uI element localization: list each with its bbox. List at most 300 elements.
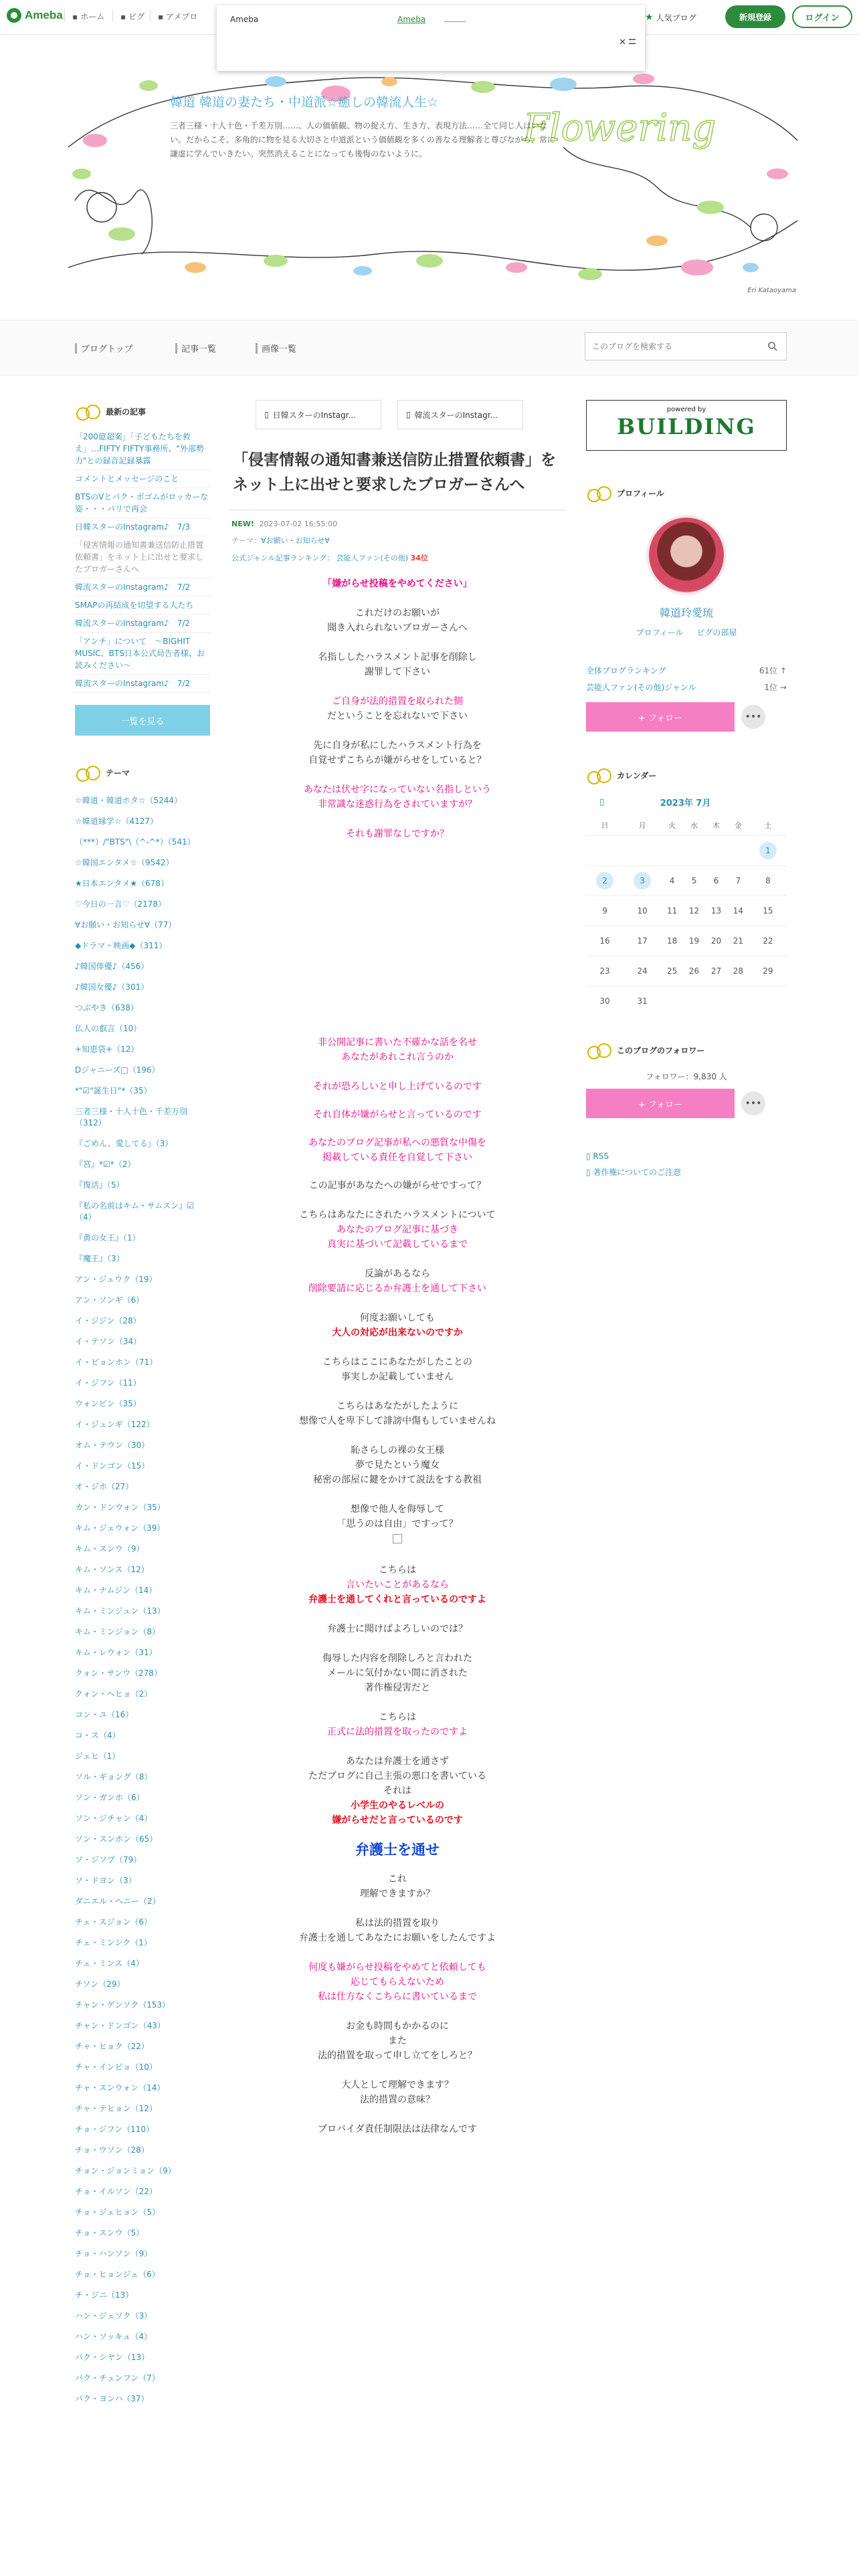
blog-search (585, 332, 787, 360)
theme-link[interactable]: ★日本エンタメ★（678） (75, 879, 169, 888)
article-line: それは (383, 1786, 411, 1796)
calendar-day (683, 926, 705, 956)
article-line: 嫌がらせだと言っているのです (332, 1815, 463, 1826)
calendar-day (624, 895, 661, 926)
ameba-logo-icon (7, 8, 21, 23)
theme-link[interactable]: イ・ドンゴン（15） (75, 1461, 150, 1471)
calendar-day-number: 18 (666, 936, 678, 946)
recent-article-link[interactable]: BTSのVとパク・ボゴムがロッカーな姿・・・パリで再会 (75, 488, 210, 518)
article-line: 弁護士を通せ (355, 1842, 440, 1858)
calendar-day (727, 895, 749, 926)
ameba-logo[interactable] (7, 8, 63, 23)
ad-building[interactable]: powered by BUILDING (586, 400, 787, 451)
article-line: メールに気付かない間に消された (327, 1668, 468, 1679)
recent-article-link[interactable]: 韓流スターのInstagram♪ 7/2 (75, 578, 210, 597)
theme-link[interactable]: ウォンビン（35） (75, 1399, 141, 1408)
theme-link[interactable]: チェ・スジョン（6） (75, 1917, 153, 1927)
article-line: 著作権侵害だと (365, 1683, 430, 1693)
theme-link[interactable]: ソ・ドヨン（3） (75, 1876, 136, 1885)
theme-link[interactable]: コ・ス（4） (75, 1731, 120, 1740)
theme-link[interactable]: 『黄の女王』（1） (75, 1233, 140, 1243)
theme-link[interactable]: チョン・ジョンミョン（9） (75, 2166, 176, 2175)
theme-link[interactable]: チョ・ジェヒョン（5） (75, 2208, 161, 2217)
nav-ameblo[interactable]: ▪ アメブロ (158, 11, 197, 22)
article-line: 事実しか記載していません (341, 1372, 454, 1382)
article-line: 謝罪して下さい (365, 667, 430, 677)
article-line: 想像で人を卑下して誹謗中傷もしていませんね (299, 1416, 496, 1426)
article-theme-link[interactable]: ∀お願い・お知らせ∀ (261, 536, 330, 545)
recent-article-link[interactable]: 韓流スターのInstagram♪ 7/2 (75, 615, 210, 633)
banner-signature: Eri Kataoyama (747, 287, 796, 294)
calendar-nav (599, 796, 773, 809)
article-paragraph (229, 1267, 566, 1296)
recent-heading: 最新の記事 (75, 401, 210, 421)
recent-article-link[interactable]: 日韓スターのInstagram♪ 7/3 (75, 518, 210, 536)
calendar-day (749, 956, 787, 986)
recent-article-link[interactable]: コメントとメッセージのこと (75, 470, 210, 488)
calendar-day-number: 20 (710, 936, 722, 946)
theme-link[interactable]: +知恵袋+（12） (75, 1045, 139, 1054)
article-line: 反論があるなら (365, 1269, 430, 1279)
ad-close-icon[interactable]: ✕ (619, 37, 626, 47)
calendar-day (705, 956, 727, 986)
calendar-day (586, 895, 624, 926)
article-paragraph (229, 1622, 566, 1636)
theme-link[interactable]: イ・ビョンホン（71） (75, 1358, 158, 1367)
article-paragraph (229, 1842, 566, 1857)
more-options-button-2[interactable]: ••• (741, 1091, 765, 1115)
theme-link[interactable]: アン・ソンギ（6） (75, 1295, 145, 1305)
theme-link[interactable]: ソン・スンホン（65） (75, 1834, 158, 1844)
theme-link[interactable]: チョ・スンウ（5） (75, 2228, 145, 2238)
weekday-label: 月 (638, 821, 646, 830)
article-paragraph (229, 2019, 566, 2063)
calendar-day-number: 15 (763, 905, 773, 916)
article-line: ご自身が法的措置を取られた側 (332, 696, 463, 707)
article-line: 非常識な迷惑行為をされていますが？ (318, 799, 477, 810)
calendar-day-number: 26 (688, 966, 700, 976)
calendar-day (749, 986, 787, 1016)
theme-link[interactable]: コン・ユ（16） (75, 1710, 134, 1719)
weekday-label: 火 (668, 821, 676, 830)
theme-link[interactable]: キム・スンウ（9） (75, 1544, 145, 1553)
calendar-day-number: 30 (599, 996, 610, 1006)
calendar-day-number[interactable]: 1 (759, 842, 777, 859)
theme-link[interactable]: キム・レウォン（31） (75, 1648, 157, 1657)
calendar-month: 2023年 7月 (660, 798, 711, 809)
calendar-day-number[interactable]: 3 (634, 872, 651, 889)
calendar-day-number: 6 (713, 875, 719, 885)
article-line: それが恐ろしいと申し上げているのです (313, 1081, 482, 1092)
calendar-day (661, 926, 683, 956)
calendar-day[interactable] (749, 835, 787, 865)
theme-link[interactable]: 『ごめん、愛してる』（3） (75, 1139, 173, 1148)
article-line: あなたは弁護士を通さず (346, 1756, 449, 1767)
theme-link[interactable]: Dジャニーズ□（196） (75, 1065, 160, 1075)
blog-title[interactable]: 韓道 韓道の妻たち・中道派☆癒しの韓流人生☆ (170, 95, 439, 110)
calendar-day[interactable] (624, 865, 661, 895)
article-line: 先に自身が私にしたハラスメント行為を (313, 740, 482, 751)
theme-link[interactable]: イ・ジフン（11） (75, 1378, 141, 1388)
article-line: 弁護士を通してくれと言っているのですよ (308, 1594, 486, 1605)
blog-top-icon (75, 343, 77, 354)
calendar-day (624, 835, 661, 865)
blog-subnav (0, 320, 859, 376)
article-ranking[interactable]: 公式ジャンル記事ランキング： 芸能人ファン(その他) 34位 (231, 554, 428, 562)
nav-home[interactable]: ▪ ホーム (72, 11, 104, 22)
theme-link[interactable]: パク・チュンフン（7） (75, 2373, 160, 2383)
calendar-day-number: 10 (637, 905, 648, 916)
theme-link[interactable]: 『魔王』（3） (75, 1254, 124, 1263)
theme-link[interactable]: チソン（29） (75, 1979, 125, 1989)
calendar-day-number: 11 (666, 905, 678, 916)
article-line: 正式に法的措置を取ったのですよ (327, 1727, 468, 1737)
theme-link[interactable]: 『私の名前はキム・サムスン』☑（4） (75, 1201, 195, 1222)
theme-link[interactable]: 仏人の叡言（10） (75, 1024, 142, 1033)
recent-articles-list (75, 428, 210, 693)
article-line: こちらはあなたがしたように (337, 1401, 458, 1412)
calendar-day-number: 17 (637, 936, 648, 946)
weekday-label: 日 (601, 821, 609, 830)
calendar-day (705, 926, 727, 956)
article-paragraph (229, 1916, 566, 1945)
article-theme: テーマ：∀お願い・お知らせ∀ (231, 536, 330, 545)
calendar-day (683, 865, 705, 895)
article-line: 「思うのは自由」ですって？ (337, 1519, 458, 1529)
article-paragraph (229, 1079, 566, 1094)
article-paragraph (229, 694, 566, 724)
ad-brand-left: Ameba (230, 15, 259, 24)
theme-link[interactable]: ☆韓道縁学☆（4127） (75, 817, 159, 826)
theme-link[interactable]: パク・ヨンハ（37） (75, 2394, 149, 2403)
theme-link[interactable]: ソ・ジソプ（79） (75, 1855, 142, 1864)
article-line: 大人として理解できます？ (341, 2080, 454, 2090)
theme-link[interactable]: キム・ジェウォン（39） (75, 1523, 165, 1533)
register-button[interactable]: 新規登録 (725, 5, 785, 28)
calendar-day (683, 895, 705, 926)
calendar-prev-icon[interactable]: ▯ (599, 797, 605, 807)
recent-article-link[interactable]: 「アンチ」について 〜BIGHIT MUSIC、BTS日本公式局告者様、お読みください〜 (75, 633, 210, 675)
theme-link[interactable]: チャン・ドンゴン（43） (75, 2021, 165, 2030)
profile-link[interactable]: プロフィール (636, 628, 684, 637)
article-paragraph (229, 650, 566, 679)
article-line: あなたがあれこれ言うのか (341, 1052, 454, 1063)
calendar-day-number: 14 (733, 905, 744, 916)
calendar-day (661, 835, 683, 865)
rank-all-row[interactable]: 全体ブログランキング 61位 ↑ (586, 666, 787, 675)
calendar-day-number: 29 (763, 966, 773, 976)
theme-link[interactable]: イ・テソン（34） (75, 1337, 142, 1346)
article-line: あなたのブログ記事に基づき (337, 1224, 458, 1235)
flowering-lettering: Flowering (523, 106, 717, 150)
calendar-day-number: 28 (733, 966, 744, 976)
theme-link[interactable]: カン・ドンウォン（35） (75, 1503, 165, 1512)
theme-link[interactable]: キム・ミンジュン（13） (75, 1606, 165, 1616)
ad-menu-icon[interactable] (629, 39, 636, 44)
copyright-link[interactable]: ▯ 著作権についてのご注意 (586, 1168, 682, 1177)
theme-list (75, 790, 210, 2409)
article-line: 真実に基づいて記載しているまで (327, 1239, 468, 1250)
article-paragraph (229, 827, 566, 841)
theme-link[interactable]: チョ・イルソン（22） (75, 2187, 157, 2196)
calendar-day (661, 986, 683, 1016)
article-line: 想像で他人を侮辱して (351, 1504, 444, 1515)
theme-link[interactable]: パク・シヤン（13） (75, 2353, 150, 2362)
theme-link[interactable]: チャ・テヒョン（12） (75, 2104, 157, 2113)
calendar-day (683, 986, 705, 1016)
left-sidebar (75, 401, 210, 2409)
bubble-icon (75, 403, 102, 419)
theme-link[interactable]: ハン・ジェソク（3） (75, 2311, 153, 2321)
article-paragraph (229, 1754, 566, 1828)
article-paragraph (229, 1107, 566, 1122)
calendar-day-number: 31 (637, 996, 648, 1006)
theme-link[interactable]: キム・ミンジョン（8） (75, 1627, 160, 1636)
nav-image-list[interactable]: 画像一覧 (256, 342, 296, 354)
theme-link[interactable]: ダニエル・ヘニー（2） (75, 1897, 161, 1906)
article-date: 2023-07-02 16:55:00 (259, 520, 338, 528)
theme-link[interactable]: ソル・ギョング（8） (75, 1772, 153, 1782)
blog-description: 三者三様・十人十色・千差万別……、人の価値観、物の捉え方、生き方、表現方法……全て同じ人はいない。だからこそ、多角的に物を見る大切さと中道派という価値観を多くの善なる理解者と尊びながら、常に謙虚に学んでいきたい。突然消えることになっても後悔のないように。 (170, 121, 555, 158)
theme-link[interactable]: イ・ジジン（28） (75, 1316, 141, 1325)
calendar-day-number: 25 (666, 966, 678, 976)
profile-heading: プロフィール (586, 483, 787, 503)
calendar-day (749, 926, 787, 956)
article-paragraph (229, 1355, 566, 1384)
article-paragraph (229, 1035, 566, 1065)
article-line: 法的措置の意味？ (360, 2095, 435, 2105)
theme-link[interactable]: チ・ジニ（13） (75, 2290, 134, 2300)
follow-row-2 (586, 1089, 787, 1118)
calendar-day-number[interactable]: 2 (596, 872, 613, 889)
right-sidebar (586, 400, 787, 1178)
avatar[interactable] (646, 515, 727, 595)
article-line: 理解できますか？ (360, 1889, 435, 1899)
weekday-label: 水 (690, 821, 698, 830)
calendar-day (705, 986, 727, 1016)
ad-overlay[interactable] (217, 5, 645, 71)
pigg-room-link[interactable]: ピグの部屋 (696, 628, 737, 637)
ameba-logo-text: Ameba (25, 9, 63, 21)
theme-link[interactable]: 『復活』（5） (75, 1180, 124, 1190)
article-list-icon (175, 343, 177, 354)
popular-blogs-link[interactable]: ★ 人気ブログ (645, 12, 696, 23)
weekday-label: 土 (764, 821, 772, 830)
theme-link[interactable]: チャ・スンウォン（14） (75, 2083, 165, 2092)
article-line: あなたは伏せ字になっていない名指しという (304, 784, 491, 795)
more-articles-button[interactable]: 一覧を見る (75, 705, 210, 736)
pigg-icon: ▪ (120, 11, 126, 21)
doc-icon: ▯ (264, 410, 269, 419)
theme-link[interactable]: チョ・ウソン（28） (75, 2145, 149, 2155)
theme-link[interactable]: チョ・ジフン（110） (75, 2125, 155, 2134)
theme-link[interactable]: チャン・ゲンソク（153） (75, 2000, 171, 2010)
ad-brand-right[interactable]: Ameba (397, 15, 426, 24)
theme-link[interactable]: アン・ジェウク（19） (75, 1275, 157, 1284)
article-meta (229, 520, 566, 528)
article-line: 小学生のやるレベルの (351, 1800, 444, 1811)
theme-link[interactable]: つぶやき（638） (75, 1003, 138, 1012)
article-line: 夢で見たという魔女 (355, 1460, 440, 1471)
article-line: それも謝罪なしですか？ (346, 829, 449, 839)
article-line: あなたのブログ記事が私への悪質な中傷を (308, 1138, 486, 1148)
theme-link[interactable]: チョ・ハンソン（9） (75, 2249, 153, 2258)
theme-link[interactable]: クォン・サンウ（278） (75, 1669, 162, 1678)
calendar-day-number: 5 (691, 875, 697, 885)
theme-link[interactable]: 『宮』*☑*（2） (75, 1160, 136, 1169)
article-paragraph (229, 1872, 566, 1901)
follower-count: フォロワー：9,830 人 (646, 1072, 727, 1081)
doc-icon: ▯ (406, 410, 411, 419)
theme-link[interactable]: キム・ソンス（12） (75, 1565, 149, 1574)
login-button[interactable]: ログイン (792, 5, 852, 28)
main-article (229, 400, 566, 2151)
theme-link[interactable]: チャ・ヒョク（22） (75, 2042, 149, 2051)
follow-button[interactable]: + フォロー (586, 702, 735, 732)
theme-link[interactable]: オ・ジホ（27） (75, 1482, 134, 1491)
bubble-icon (586, 485, 613, 501)
calendar-day (661, 865, 683, 895)
article-line: また (388, 2036, 407, 2046)
calendar-day (705, 835, 727, 865)
ranking-box (586, 665, 787, 693)
article-line: 削除要請に応じるか弁護士を通して下さい (308, 1283, 486, 1294)
article-line: プロバイダ責任制限法は法律なんです (318, 2124, 477, 2135)
prev-article-link[interactable]: ▯ 日韓スターのInstagr... (256, 400, 381, 429)
nav-blog-top[interactable]: ブログトップ (75, 342, 133, 354)
article-paragraph (229, 1443, 566, 1487)
article-paragraph (229, 606, 566, 635)
article-paragraph (229, 1502, 566, 1548)
article-line: こちらは (379, 1712, 416, 1723)
theme-link[interactable]: ♪韓国俳優♪（456） (75, 962, 149, 971)
theme-link[interactable]: イ・ジュンギ（122） (75, 1420, 155, 1429)
calendar-day (727, 835, 749, 865)
article-paragraph (229, 1651, 566, 1695)
calendar-day (661, 895, 683, 926)
article-line: 応じてもらえないため (351, 1977, 444, 1988)
article-line: 大人の対応が出来ないのですか (332, 1327, 463, 1338)
article-paragraph (229, 576, 566, 591)
calendar-day (727, 865, 749, 895)
calendar-day (586, 956, 624, 986)
theme-link[interactable]: ジェヒ（1） (75, 1751, 120, 1761)
calendar-heading: カレンダー (586, 765, 787, 785)
article-line: 何度も嫌がらせ投稿をやめてと依頼しても (308, 1962, 486, 1973)
calendar-day (705, 895, 727, 926)
blog-header-banner[interactable] (55, 67, 809, 308)
calendar-day (727, 926, 749, 956)
article-line: この記事があなたへの嫌がらせですって？ (308, 1180, 486, 1191)
more-options-button[interactable]: ••• (741, 705, 765, 729)
recent-article-link[interactable]: 韓流スターのInstagram♪ 7/2 (75, 675, 210, 693)
theme-link[interactable]: *"☑"誕生日"*（35） (75, 1086, 152, 1095)
article-paragraph (229, 1960, 566, 2004)
article-paragraph (229, 1399, 566, 1428)
theme-link[interactable]: ソン・ガンホ（6） (75, 1793, 145, 1802)
calendar-day-number: 7 (735, 875, 741, 885)
article-paragraph (229, 1710, 566, 1739)
theme-link[interactable]: ソン・ジチャン（4） (75, 1814, 153, 1823)
rss-icon: ▯ (586, 1152, 593, 1161)
theme-link[interactable]: 三者三様・十人十色・千差万別（312） (75, 1107, 188, 1128)
calendar-day (749, 865, 787, 895)
calendar-day (586, 926, 624, 956)
theme-link[interactable]: ◆ドラマ・映画◆（311） (75, 941, 167, 950)
weekday-label: 金 (734, 821, 742, 830)
theme-link[interactable]: ハン・ソッキュ（4） (75, 2332, 153, 2341)
bubble-icon (75, 764, 102, 780)
article-line: 法的措置を取って申し立てをしろと？ (318, 2050, 477, 2061)
article-line: こちらは (379, 1565, 416, 1576)
calendar-day-number: 23 (599, 966, 610, 976)
theme-link[interactable]: ♡今日の一言♡（2178） (75, 899, 167, 909)
calendar-day (624, 986, 661, 1016)
article-paragraph (229, 738, 566, 768)
rank-genre-row[interactable]: 芸能人ファン(その他)ジャンル 1位 → (586, 683, 787, 692)
article-line: 弁護士を通してあなたにお願いをしたんですよ (299, 1933, 496, 1943)
profile-name[interactable]: 韓道玲愛琉 (659, 607, 713, 619)
calendar-day[interactable] (586, 865, 624, 895)
article-line: 非公開記事に書いた不確かな話を名せ (318, 1037, 477, 1048)
next-article-link[interactable]: ▯ 韓流スターのInstagr... (397, 400, 523, 429)
new-badge: NEW! (231, 520, 254, 528)
broken-image-icon (393, 1534, 402, 1543)
theme-link[interactable]: （***）/"BTS"\（^-^*）（541） (75, 837, 195, 847)
blog-search-input[interactable] (592, 340, 753, 353)
theme-link[interactable]: ∀お願い・お知らせ∀（77） (75, 920, 177, 930)
calendar-day-number: 21 (733, 936, 744, 946)
article-line: これ (388, 1874, 407, 1885)
theme-link[interactable]: クォン・ヘヒョ（2） (75, 1689, 153, 1699)
theme-link[interactable]: ♪韓国女優♪（301） (75, 982, 149, 992)
calendar-day-number: 4 (669, 875, 675, 885)
profile-links (586, 627, 787, 638)
theme-link[interactable]: チョ・ヒョンジェ（6） (75, 2270, 160, 2279)
doc-icon: ▯ (586, 1168, 593, 1177)
calendar-day (727, 956, 749, 986)
image-list-icon (256, 343, 258, 354)
article-paragraph (229, 2122, 566, 2137)
recent-article-link[interactable]: 「侵害情報の通知書兼送信防止措置依頼書」をネット上に出せと要求したブロガーさんへ (75, 536, 210, 578)
article-line: これだけのお願いが (355, 608, 440, 619)
recent-article-link[interactable]: 「200億超案」「子どもたちを救え」…FIFTY FIFTY事務所、"外部勢力"との録音記録暴露 (75, 428, 210, 470)
search-icon[interactable] (759, 333, 786, 360)
calendar-day (661, 956, 683, 986)
theme-link[interactable]: キム・ナムジン（14） (75, 1586, 157, 1595)
calendar-day (749, 895, 787, 926)
theme-link[interactable]: チェ・ミンシク（1） (75, 1938, 152, 1947)
calendar-day (727, 986, 749, 1016)
rss-link[interactable]: ▯ RSS (586, 1152, 609, 1161)
calendar-day (624, 956, 661, 986)
article-title: 「侵害情報の通知書兼送信防止措置依頼書」をネット上に出せと要求したブロガーさんへ (229, 448, 566, 510)
theme-link[interactable]: チェ・ミンス（4） (75, 1959, 144, 1968)
recent-article-link[interactable]: SMAPの再結成を切望する人たち (75, 597, 210, 615)
ameblo-icon: ▪ (158, 11, 164, 21)
nav-article-list[interactable]: 記事一覧 (175, 342, 216, 354)
article-line: それ自体が嫌がらせと言っているのです (313, 1109, 482, 1120)
theme-link[interactable]: オム・テウン（30） (75, 1440, 150, 1450)
theme-link[interactable]: チャ・インピョ（10） (75, 2062, 157, 2072)
article-line: 秘密の部屋に鍵をかけて説法をする教祖 (313, 1475, 482, 1485)
follow-button-2[interactable]: + フォロー (586, 1089, 735, 1118)
nav-pigg[interactable]: ▪ ピグ (120, 11, 145, 22)
article-line: お金も時間もかかるのに (346, 2021, 449, 2032)
calendar-day-number: 22 (763, 936, 773, 946)
theme-link[interactable]: ☆韓国エンタメ☆（9542） (75, 858, 174, 867)
theme-link[interactable]: ☆韓道・韓道ホタ☆（5244） (75, 796, 183, 805)
